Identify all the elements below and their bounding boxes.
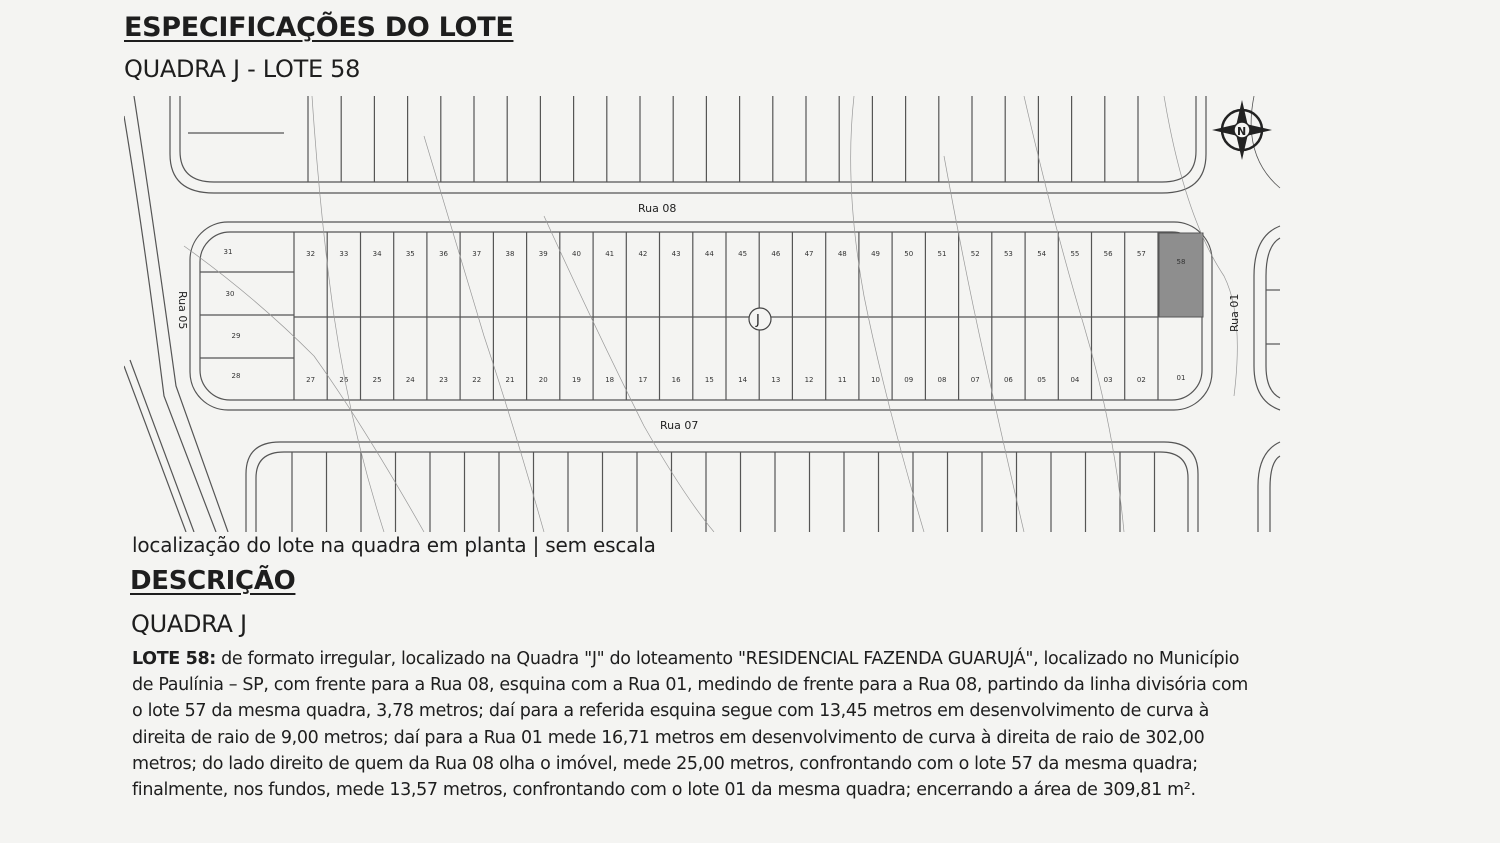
svg-text:N: N (1237, 125, 1247, 138)
lot-number: 29 (231, 332, 241, 340)
lot-number: 11 (837, 376, 847, 384)
lot-number: 17 (638, 376, 648, 384)
lot-number: 52 (970, 250, 980, 258)
lot-number: 45 (738, 250, 748, 258)
lot-number: 26 (339, 376, 349, 384)
lot-number: 31 (223, 248, 233, 256)
contour-lines (184, 96, 1237, 532)
lot-number: 46 (771, 250, 781, 258)
description-title: DESCRIÇÃO (130, 566, 296, 596)
page-title: ESPECIFICAÇÕES DO LOTE (124, 12, 514, 43)
lot-number: 03 (1103, 376, 1113, 384)
lot-description-text: de formato irregular, localizado na Quadra "J" do loteamento "RESIDENCIAL FAZENDA GUARUJÁ", localizado no Município de Paulínia – SP, com frente para a Rua 08, esquina com a Rua 01, medindo de frente para a Rua 08, partindo da linha divisória com o lote 57 da mesma quadra, 3,78 metros; daí para a referida esquina segue com 13,45 metros em desenvolvimento de curva à direita de raio de 9,00 metros; daí para a Rua 01 mede 16,71 metros em desenvolvimento de curva à direita de raio de 302,00 metros; do lado direito de quem da Rua 08 olha o imóvel, mede 25,00 metros, confrontando com o lote 57 da mesma quadra; finalmente, nos fundos, mede 13,57 metros, confrontando com o lote 01 da mesma quadra; encerrando a área de 309,81 m². (132, 649, 1248, 801)
lot-number: 09 (904, 376, 914, 384)
lot-number: 42 (638, 250, 648, 258)
lot-number: 22 (472, 376, 482, 384)
lot-number: 48 (837, 250, 847, 258)
left-roads (124, 96, 228, 532)
highlighted-lot-58 (1159, 233, 1203, 317)
plan-caption: localização do lote na quadra em planta | sem escala (132, 533, 656, 557)
lot-number: 23 (439, 376, 448, 384)
lot-number: 39 (538, 250, 548, 258)
right-blocks (1251, 96, 1280, 532)
lot-number: 08 (937, 376, 947, 384)
lot-number: 19 (571, 376, 581, 384)
lot-number: 10 (871, 376, 880, 384)
lot-number: 16 (671, 376, 681, 384)
lot-number: 54 (1037, 250, 1047, 258)
lot-number: 24 (405, 376, 415, 384)
lot-number: 40 (571, 250, 581, 258)
lot-number: 51 (937, 250, 947, 258)
lot-number: 13 (771, 376, 781, 384)
lot-number: 27 (306, 376, 316, 384)
lot-number: 12 (804, 376, 814, 384)
lot-number: 57 (1136, 250, 1146, 258)
lot-number: 06 (1003, 376, 1013, 384)
bottom-block (246, 442, 1198, 532)
lot-number: 07 (970, 376, 980, 384)
compass-north-icon (1212, 100, 1272, 160)
lot-number: 47 (804, 250, 814, 258)
street-label-left: Rua 05 (176, 291, 189, 330)
lot-number: 34 (372, 250, 382, 258)
lot-number: 02 (1136, 376, 1146, 384)
street-label-bottom: Rua 07 (660, 419, 699, 432)
lot-label: LOTE 58: (132, 649, 216, 669)
lot-number: 33 (339, 250, 349, 258)
description-subtitle: QUADRA J (131, 610, 247, 638)
lot-number: 25 (372, 376, 382, 384)
lot-number: 50 (904, 250, 914, 258)
lot-number: 28 (231, 372, 241, 380)
lot-number: 49 (871, 250, 880, 258)
page-subtitle: QUADRA J - LOTE 58 (124, 55, 361, 83)
lot-number: 32 (306, 250, 316, 258)
lot-number: 38 (505, 250, 515, 258)
lot-description (132, 646, 1262, 803)
lot-number: 35 (405, 250, 415, 258)
lot-number: 15 (704, 376, 714, 384)
lot-number: 04 (1070, 376, 1080, 384)
block-label (749, 308, 771, 330)
lot-number: 18 (605, 376, 615, 384)
street-label-top: Rua 08 (638, 202, 677, 215)
street-label-right: Rua 01 (1228, 293, 1241, 332)
lot-number: 56 (1103, 250, 1113, 258)
lot-number: 05 (1037, 376, 1047, 384)
lot-number-01: 01 (1176, 374, 1186, 382)
top-block (170, 96, 1206, 193)
lot-number: 36 (439, 250, 448, 258)
lot-number: 37 (472, 250, 482, 258)
lot-number: 44 (704, 250, 714, 258)
lot-location-plan (124, 96, 1284, 532)
lot-number: 30 (225, 290, 235, 298)
lot-number: 53 (1003, 250, 1013, 258)
lot-number: 20 (538, 376, 548, 384)
lot-number: 14 (738, 376, 748, 384)
lot-number: 21 (505, 376, 515, 384)
lot-number: 41 (605, 250, 615, 258)
lot-number: 43 (671, 250, 681, 258)
lot-number-58: 58 (1176, 258, 1186, 266)
svg-text:J: J (756, 313, 760, 328)
lot-number: 55 (1070, 250, 1080, 258)
